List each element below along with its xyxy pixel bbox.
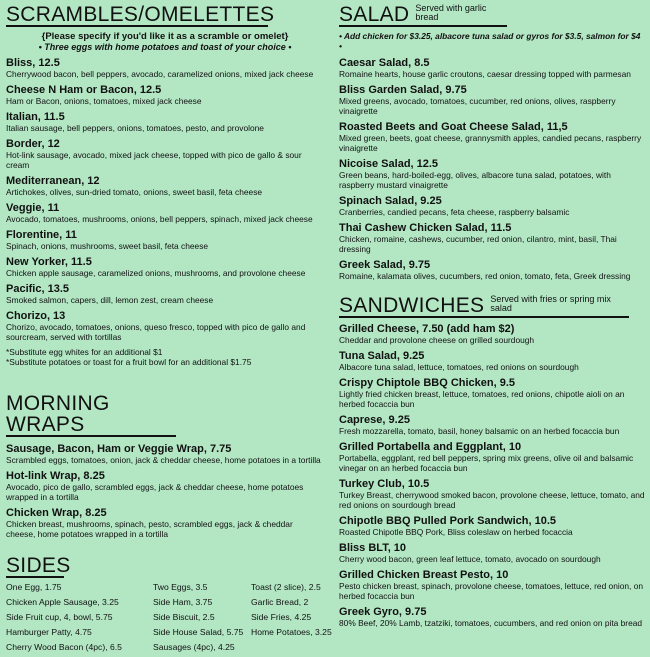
side-item: Side Biscuit, 2.5	[153, 612, 215, 622]
sandwiches-subtitle: Served with fries or spring mix salad	[490, 294, 611, 313]
item-name: Chicken Wrap, 8.25	[6, 507, 107, 519]
scrambles-list	[6, 57, 324, 342]
item-name: Florentine, 11	[6, 229, 77, 241]
item-description: Chicken apple sausage, caramelized onions, mushrooms, and provolone cheese	[6, 268, 306, 278]
item-description: Green beans, hard-boiled-egg, olives, albacore tuna salad, potatoes, with raspberry mustard vinaigrette	[339, 170, 611, 190]
side-item: Two Eggs, 3.5	[153, 582, 208, 592]
salad-title: SALAD	[339, 3, 410, 26]
wrap-item	[6, 470, 324, 502]
item-description: Cheddar and provolone cheese on grilled sourdough	[339, 335, 535, 345]
item-name: Pacific, 13.5	[6, 283, 69, 295]
item-description: Fresh mozzarella, tomato, basil, honey balsamic on an herbed focaccia bun	[339, 426, 620, 436]
item-description: Ham or Bacon, onions, tomatoes, mixed jack cheese	[6, 96, 202, 106]
side-item: Side Fruit cup, 4, bowl, 5.75	[6, 612, 113, 622]
sandwich-item	[339, 441, 645, 473]
item-description: Roasted Chipotle BBQ Pork, Bliss coleslaw on herbed focaccia	[339, 527, 573, 537]
item-description: Artichokes, olives, sun-dried tomato, onions, sweet basil, feta cheese	[6, 187, 263, 197]
item-description: Cherry wood bacon, green leaf lettuce, tomato, avocado on sourdough	[339, 554, 601, 564]
item-name: Roasted Beets and Goat Cheese Salad, 11,5	[339, 121, 568, 133]
item-description: Pesto chicken breast, spinach, provolone cheese, tomatoes, lettuce, red onion, on herbed focaccia bun	[339, 581, 644, 601]
salad-item	[339, 222, 645, 254]
item-description: Mixed green, beets, goat cheese, grannysmith apples, candied pecans, raspberry vinaigrette	[339, 133, 642, 153]
item-description: Smoked salmon, capers, dill, lemon zest, cream cheese	[6, 295, 214, 305]
sandwich-item	[339, 350, 645, 372]
left-column	[6, 0, 332, 657]
item-name: Grilled Chicken Breast Pesto, 10	[339, 569, 509, 581]
item-description: Spinach, onions, mushrooms, sweet basil, feta cheese	[6, 241, 209, 251]
item-description: Romaine hearts, house garlic croutons, caesar dressing topped with parmesan	[339, 69, 631, 79]
item-description: Chorizo, avocado, tomatoes, onions, queso fresco, topped with pico de gallo and sourcream, served with tortillas	[6, 322, 306, 342]
item-description: Scrambled eggs, tomatoes, onion, jack & cheddar cheese, home potatoes in a tortilla	[6, 455, 321, 465]
side-item: Toast (2 slice), 2.5	[251, 582, 321, 592]
item-name: Greek Gyro, 9.75	[339, 606, 427, 618]
sandwich-item	[339, 377, 645, 409]
substitute-potato-note: *Substitute potatoes or toast for a fruit bowl for an additional $1.75	[6, 357, 252, 367]
salad-addon-note: • Add chicken for $3.25, albacore tuna salad or gyros for $3.5, salmon for $4 •	[339, 31, 641, 51]
salad-item	[339, 84, 645, 116]
item-name: Bliss BLT, 10	[339, 542, 407, 554]
item-name: Chipotle BBQ Pulled Pork Sandwich, 10.5	[339, 515, 556, 527]
item-name: Nicoise Salad, 12.5	[339, 158, 439, 170]
item-description: Albacore tuna salad, lettuce, tomatoes, red onions on sourdough	[339, 362, 579, 372]
side-item: Home Potatoes, 3.25	[251, 627, 332, 637]
scramble-item	[6, 310, 324, 342]
salad-list	[339, 57, 645, 281]
scrambles-note: {Please specify if you'd like it as a scramble or omelet}	[41, 31, 289, 42]
scramble-item	[6, 283, 324, 305]
right-column	[339, 0, 645, 633]
item-description: 80% Beef, 20% Lamb, tzatziki, tomatoes, cucumbers, and red onion on pita bread	[339, 618, 643, 628]
item-description: Avocado, pico de gallo, scrambled eggs, jack & cheddar cheese, home potatoes wrapped in a tortilla	[6, 482, 304, 502]
side-item: Garlic Bread, 2	[251, 597, 309, 607]
scramble-item	[6, 111, 324, 133]
item-name: Crispy Chiptole BBQ Chicken, 9.5	[339, 377, 516, 389]
scramble-item	[6, 175, 324, 197]
item-name: Thai Cashew Chicken Salad, 11.5	[339, 222, 512, 234]
sides-header	[6, 554, 71, 578]
item-name: Caprese, 9.25	[339, 414, 410, 426]
item-name: Spinach Salad, 9.25	[339, 195, 442, 207]
scramble-item	[6, 57, 324, 79]
item-description: Portabella, eggplant, red bell peppers, spring mix greens, olive oil and balsamic vinegar on an herbed focaccia bun	[339, 453, 634, 473]
salad-item	[339, 195, 645, 217]
scrambles-subnote: • Three eggs with home potatoes and toast of your choice •	[38, 42, 292, 52]
scramble-item	[6, 229, 324, 251]
item-name: Veggie, 11	[6, 202, 60, 214]
sandwich-item	[339, 606, 645, 628]
sides-title: SIDES	[6, 554, 71, 577]
item-description: Avocado, tomatoes, mushrooms, onions, bell peppers, spinach, mixed jack cheese	[6, 214, 313, 224]
wraps-list	[6, 443, 324, 539]
side-item: Hamburger Patty, 4.75	[6, 627, 92, 637]
scramble-item	[6, 138, 324, 170]
item-description: Cherrywood bacon, bell peppers, avocado, caramelized onions, mixed jack cheese	[6, 69, 314, 79]
item-description: Cranberries, candied pecans, feta cheese, raspberry balsamic	[339, 207, 570, 217]
item-name: Bliss, 12.5	[6, 57, 60, 69]
sandwich-item	[339, 569, 645, 601]
item-name: Cheese N Ham or Bacon, 12.5	[6, 84, 162, 96]
scramble-item	[6, 202, 324, 224]
item-description: Turkey Breast, cherrywood smoked bacon, provolone cheese, lettuce, tomato, and red onions on sourdough bread	[339, 490, 645, 510]
salad-item	[339, 57, 645, 79]
sandwiches-header	[339, 295, 629, 318]
salad-item	[339, 121, 645, 153]
scrambles-title: SCRAMBLES/OMELETTES	[6, 3, 275, 26]
sides-grid	[6, 582, 332, 657]
item-description: Lightly fried chicken breast, lettuce, tomatoes, red onions, chipotle aioli on an herbed focaccia bun	[339, 389, 625, 409]
sandwich-item	[339, 323, 645, 345]
sandwiches-title: SANDWICHES	[339, 294, 485, 317]
wraps-title: MORNING WRAPS	[6, 392, 110, 436]
item-name: Caesar Salad, 8.5	[339, 57, 430, 69]
wrap-item	[6, 507, 324, 539]
item-name: Bliss Garden Salad, 9.75	[339, 84, 467, 96]
wrap-item	[6, 443, 324, 465]
item-name: Greek Salad, 9.75	[339, 259, 431, 271]
item-name: Border, 12	[6, 138, 60, 150]
side-item: One Egg, 1.75	[6, 582, 62, 592]
side-item: Sausages (4pc), 4.25	[153, 642, 235, 652]
item-description: Hot-link sausage, avocado, mixed jack cheese, topped with pico de gallo & sour cream	[6, 150, 302, 170]
item-name: Turkey Club, 10.5	[339, 478, 430, 490]
salad-item	[339, 158, 645, 190]
item-name: Grilled Portabella and Eggplant, 10	[339, 441, 522, 453]
item-description: Chicken breast, mushrooms, spinach, pesto, scrambled eggs, jack & cheddar cheese, home potatoes wrapped in a tortilla	[6, 519, 293, 539]
salad-header	[339, 4, 507, 27]
item-name: Grilled Cheese, 7.50 (add ham $2)	[339, 323, 515, 335]
side-item: Side House Salad, 5.75	[153, 627, 244, 637]
item-name: Tuna Salad, 9.25	[339, 350, 425, 362]
substitute-egg-note: *Substitute egg whites for an additional $1	[6, 347, 163, 357]
item-description: Romaine, kalamata olives, cucumbers, red onion, tomato, feta, Greek dressing	[339, 271, 631, 281]
side-item: Side Ham, 3.75	[153, 597, 213, 607]
sandwich-item	[339, 414, 645, 436]
sandwich-item	[339, 515, 645, 537]
salad-item	[339, 259, 645, 281]
item-name: Sausage, Bacon, Ham or Veggie Wrap, 7.75	[6, 443, 232, 455]
sandwiches-list	[339, 323, 645, 628]
sandwich-item	[339, 478, 645, 510]
wraps-header	[6, 393, 176, 437]
side-item: Side Fries, 4.25	[251, 612, 312, 622]
scramble-item	[6, 256, 324, 278]
item-description: Mixed greens, avocado, tomatoes, cucumber, red onions, olives, raspberry vinaigrette	[339, 96, 616, 116]
item-name: New Yorker, 11.5	[6, 256, 92, 268]
side-item: Cherry Wood Bacon (4pc), 6.5	[6, 642, 122, 652]
item-name: Mediterranean, 12	[6, 175, 100, 187]
scramble-item	[6, 84, 324, 106]
side-item: Chicken Apple Sausage, 3.25	[6, 597, 119, 607]
scrambles-header	[6, 3, 275, 27]
item-name: Hot-link Wrap, 8.25	[6, 470, 105, 482]
item-description: Chicken, romaine, cashews, cucumber, red onion, cilantro, mint, basil, Thai dressing	[339, 234, 617, 254]
item-name: Chorizo, 13	[6, 310, 66, 322]
item-description: Italian sausage, bell peppers, onions, tomatoes, pesto, and provolone	[6, 123, 264, 133]
salad-subtitle: Served with garlic bread	[415, 3, 487, 22]
sandwich-item	[339, 542, 645, 564]
item-name: Italian, 11.5	[6, 111, 65, 123]
